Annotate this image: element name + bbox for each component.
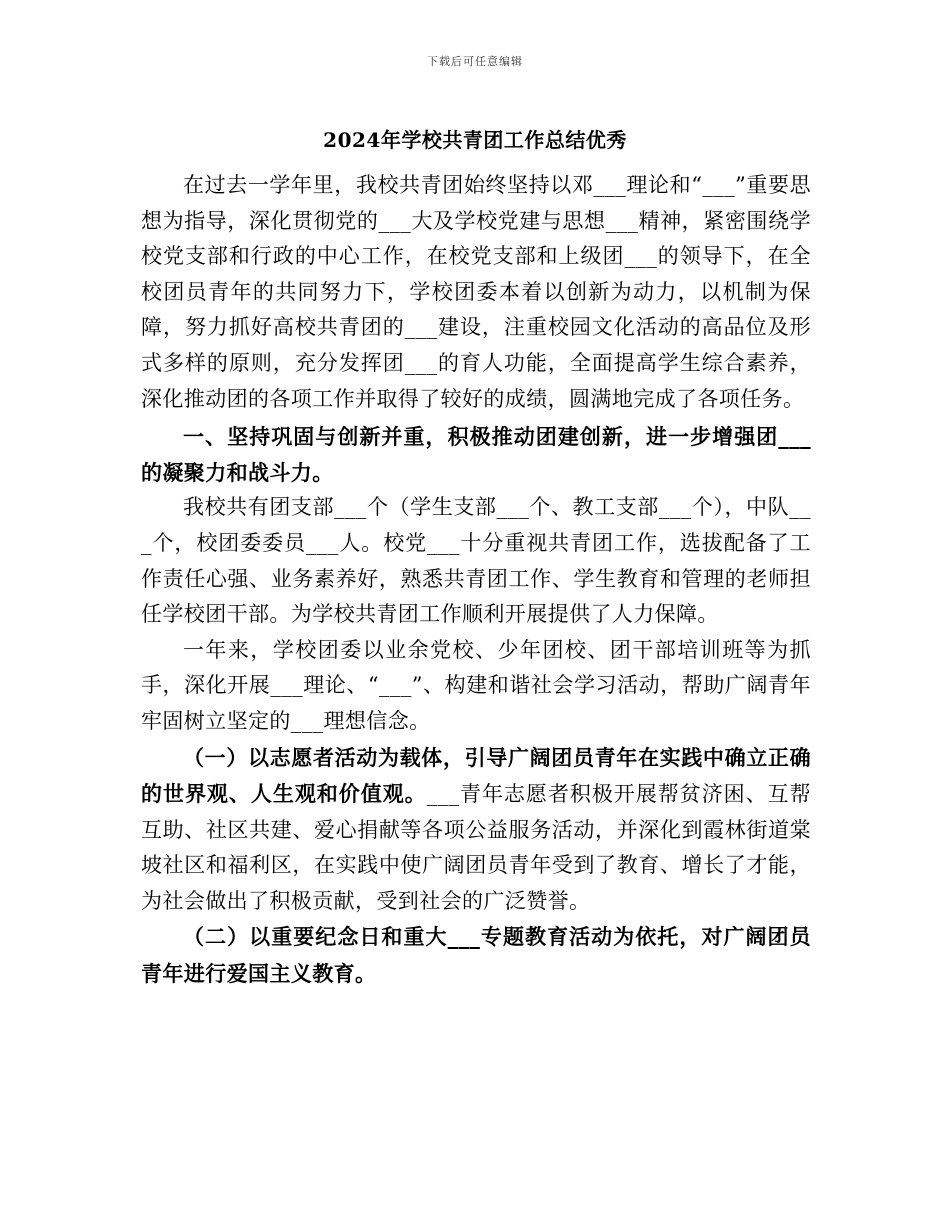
subsection-1	[141, 740, 811, 920]
subsection-2	[141, 919, 811, 992]
subsection-1-heading: （一）以志愿者活动为载体，引导广阔团员青年在实践中确立正确的世界观、人生观和价值观。	[141, 744, 811, 807]
section-1-paragraph-2: 一年来，学校团委以业余党校、少年团校、团干部培训班等为抓手，深化开展___理论、“___”、构建和谐社会学习活动，帮助广阔青年牢固树立坚定的___理想信念。	[141, 637, 811, 733]
intro-paragraph: 在过去一学年里，我校共青团始终坚持以邓___理论和“___”重要思想为指导，深化贯彻党的___大及学校党建与思想___精神，紧密围绕学校党支部和行政的中心工作，在校党支部和上级团___的领导下，在全校团员青年的共同努力下，学校团委本着以创新为动力，以机制为保障，努力抓好高校共青团的___建设，注重校园文化活动的高品位及形式多样的原则，充分发挥团___的育人功能，全面提高学生综合素养，深化推动团的各项工作并取得了较好的成绩，圆满地完成了各项任务。	[141, 173, 811, 411]
document-body	[141, 168, 811, 993]
subsection-1-body: ___青年志愿者积极开展帮贫济困、互帮互助、社区共建、爱心捐献等各项公益服务活动，并深化到霞林街道棠坡社区和福利区，在实践中使广阔团员青年受到了教育、增长了才能，为社会做出了积极贡献，受到社会的广泛赞誉。	[141, 782, 811, 913]
section-heading-1: 一、坚持巩固与创新并重，积极推动团建创新，进一步增强团___的凝聚力和战斗力。	[141, 424, 811, 485]
download-note: 下载后可任意编辑	[427, 55, 523, 68]
document-title: 2024年学校共青团工作总结优秀	[323, 128, 627, 152]
section-1-paragraph-1: 我校共有团支部___个（学生支部___个、教工支部___个），中队___个，校团委委员___人。校党___十分重视共青团工作，选拔配备了工作责任心强、业务素养好，熟悉共青团工作、学生教育和管理的老师担任学校团干部。为学校共青团工作顺利开展提供了人力保障。	[141, 495, 811, 627]
subsection-2-heading: （二）以重要纪念日和重大___专题教育活动为依托，对广阔团员青年进行爱国主义教育。	[141, 924, 811, 987]
